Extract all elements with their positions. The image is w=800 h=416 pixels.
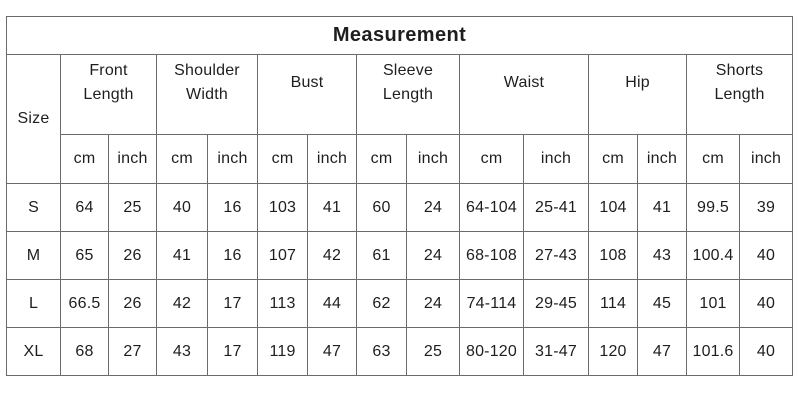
measurement-cell: 120 [589,328,638,376]
unit-header-cm: cm [460,135,524,184]
measurement-cell: 24 [407,280,460,328]
unit-header-inch: inch [308,135,357,184]
measurement-cell: 25 [109,184,157,232]
table-row-size-m [7,232,793,280]
column-header-shorts-length: Shorts Length [687,55,793,135]
unit-header-cm: cm [157,135,208,184]
unit-header-inch: inch [740,135,793,184]
measurement-chart [6,16,792,376]
measurement-cell: 39 [740,184,793,232]
column-header-shoulder-width: Shoulder Width [157,55,258,135]
measurement-cell: 24 [407,184,460,232]
measurement-cell: 17 [208,328,258,376]
measurement-cell: 43 [157,328,208,376]
unit-header-cm: cm [258,135,308,184]
measurement-cell: 40 [157,184,208,232]
measurement-cell: 40 [740,280,793,328]
measurement-cell: 27 [109,328,157,376]
measurement-cell: 114 [589,280,638,328]
measurement-cell: 66.5 [61,280,109,328]
unit-header-cm: cm [61,135,109,184]
measurement-cell: 42 [308,232,357,280]
measurement-cell: 64 [61,184,109,232]
category-header-row [7,55,793,135]
measurement-cell: 40 [740,232,793,280]
measurement-cell: 25 [407,328,460,376]
measurement-cell: 16 [208,184,258,232]
unit-header-inch: inch [208,135,258,184]
measurement-cell: 68 [61,328,109,376]
unit-header-cm: cm [589,135,638,184]
measurement-cell: 27-43 [524,232,589,280]
measurement-cell: 41 [638,184,687,232]
column-header-front-length: Front Length [61,55,157,135]
measurement-table [6,16,793,376]
measurement-cell: 29-45 [524,280,589,328]
measurement-cell: 107 [258,232,308,280]
measurement-cell: 64-104 [460,184,524,232]
measurement-cell: 68-108 [460,232,524,280]
column-header-bust: Bust [258,55,357,135]
measurement-cell: 100.4 [687,232,740,280]
measurement-cell: 103 [258,184,308,232]
measurement-cell: 119 [258,328,308,376]
measurement-cell: 31-47 [524,328,589,376]
measurement-cell: 47 [308,328,357,376]
unit-header-inch: inch [638,135,687,184]
size-cell: M [7,232,61,280]
measurement-cell: 41 [308,184,357,232]
unit-header-cm: cm [357,135,407,184]
measurement-cell: 74-114 [460,280,524,328]
measurement-cell: 101 [687,280,740,328]
size-cell: S [7,184,61,232]
measurement-cell: 80-120 [460,328,524,376]
measurement-cell: 41 [157,232,208,280]
measurement-cell: 113 [258,280,308,328]
measurement-cell: 65 [61,232,109,280]
units-header-row [7,135,793,184]
measurement-cell: 26 [109,280,157,328]
measurement-cell: 40 [740,328,793,376]
table-row-size-xl [7,328,793,376]
measurement-cell: 108 [589,232,638,280]
column-header-size: Size [7,55,61,184]
column-header-waist: Waist [460,55,589,135]
measurement-cell: 61 [357,232,407,280]
measurement-cell: 62 [357,280,407,328]
measurement-cell: 63 [357,328,407,376]
table-row-size-l [7,280,793,328]
measurement-cell: 47 [638,328,687,376]
measurement-cell: 16 [208,232,258,280]
table-title: Measurement [7,17,793,55]
measurement-cell: 43 [638,232,687,280]
unit-header-cm: cm [687,135,740,184]
measurement-cell: 44 [308,280,357,328]
unit-header-inch: inch [407,135,460,184]
measurement-cell: 99.5 [687,184,740,232]
column-header-sleeve-length: Sleeve Length [357,55,460,135]
measurement-cell: 17 [208,280,258,328]
measurement-cell: 60 [357,184,407,232]
measurement-cell: 26 [109,232,157,280]
size-cell: L [7,280,61,328]
unit-header-inch: inch [109,135,157,184]
measurement-cell: 101.6 [687,328,740,376]
measurement-cell: 45 [638,280,687,328]
table-row-size-s [7,184,793,232]
unit-header-inch: inch [524,135,589,184]
measurement-cell: 25-41 [524,184,589,232]
column-header-hip: Hip [589,55,687,135]
title-row [7,17,793,55]
measurement-cell: 24 [407,232,460,280]
size-cell: XL [7,328,61,376]
measurement-cell: 104 [589,184,638,232]
measurement-cell: 42 [157,280,208,328]
